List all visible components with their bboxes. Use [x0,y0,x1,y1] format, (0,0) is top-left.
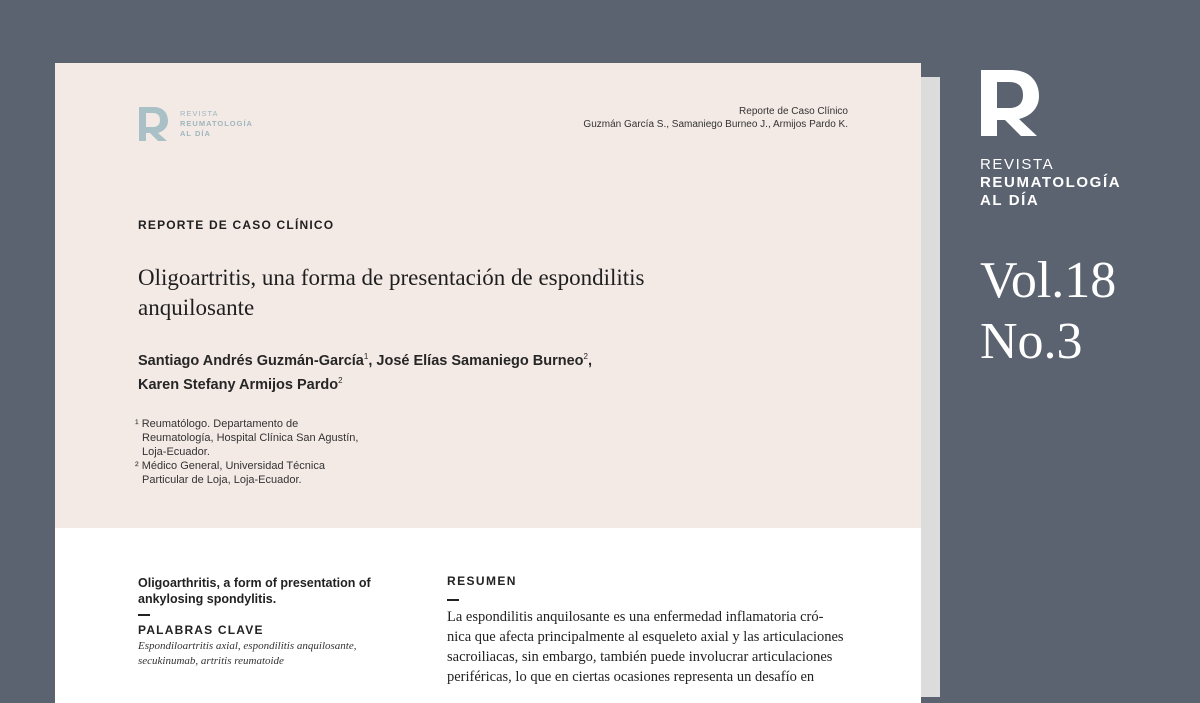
affiliation-line: Reumatología, Hospital Clínica San Agustín, [142,432,359,444]
english-title: Oligoarthritis, a form of presentation of ankylosing spondylitis. [138,576,371,606]
affiliation-line: ² Médico General, Universidad Técnica [135,460,325,472]
author-name: Santiago Andrés Guzmán-García [138,352,364,369]
running-head-type: Reporte de Caso Clínico [739,106,848,117]
author-affiliation-mark: 2 [583,352,588,361]
affiliation-line: ¹ Reumatólogo. Departamento de [135,418,299,430]
author-name: Karen Stefany Armijos Pardo [138,376,339,393]
brand-line-2: REUMATOLOGÍA [180,119,253,128]
journal-brand [980,156,1121,210]
running-head [583,105,848,131]
issue-info [980,250,1116,372]
running-head-authors: Guzmán García S., Samaniego Burneo J., Armijos Pardo K. [583,119,848,130]
author-affiliation-mark: 2 [338,375,343,385]
brand-line-1: REVISTA [180,109,219,118]
abstract-line: sacroiliacas, sin embargo, también puede involucrar articulaciones [447,649,833,665]
affiliations [135,417,358,487]
brand-line-3: AL DÍA [180,129,211,138]
abstract-label: RESUMEN [447,574,517,588]
divider-dash [447,599,459,601]
author-affiliation-mark: 1 [363,352,369,361]
journal-brand-small [180,109,253,139]
journal-name-line-1: REVISTA [980,156,1055,173]
abstract-line: nica que afecta principalmente al esqueleto axial y las articulaciones [447,629,844,645]
affiliation-line: Particular de Loja, Loja-Ecuador. [142,474,302,486]
journal-name-line-2: REUMATOLOGÍA [980,174,1122,191]
issue-number-label: No.3 [980,313,1083,370]
abstract-line: La espondilitis anquilosante es una enfermedad inflamatoria cró- [447,609,824,625]
abstract-text [447,607,851,687]
section-label: REPORTE DE CASO CLÍNICO [138,218,335,232]
article-page [55,63,921,703]
keywords-text: Espondiloartritis axial, espondilitis anquilosante, secukinumab, artritis reumatoide [138,640,357,667]
affiliation-line: Loja-Ecuador. [142,446,210,458]
volume-label: Vol.18 [980,252,1117,309]
abstract-line: periféricas, lo que en ciertas ocasiones representa un desafío en [447,669,815,685]
journal-r-logo-icon [979,66,1043,138]
journal-r-logo-icon [137,105,171,143]
divider-dash [138,614,150,616]
author-name: José Elías Samaniego Burneo [376,352,584,369]
keywords-label: PALABRAS CLAVE [138,623,264,637]
article-title: Oligoartritis, una forma de presentación de espondilitis anquilosante [138,265,645,320]
journal-name-line-3: AL DÍA [980,192,1040,209]
author-list: Santiago Andrés Guzmán-García$^1$, José Elías Samaniego Burneo$^2$, Karen Stefany Armijos Pardo$^2$ [138,352,592,393]
